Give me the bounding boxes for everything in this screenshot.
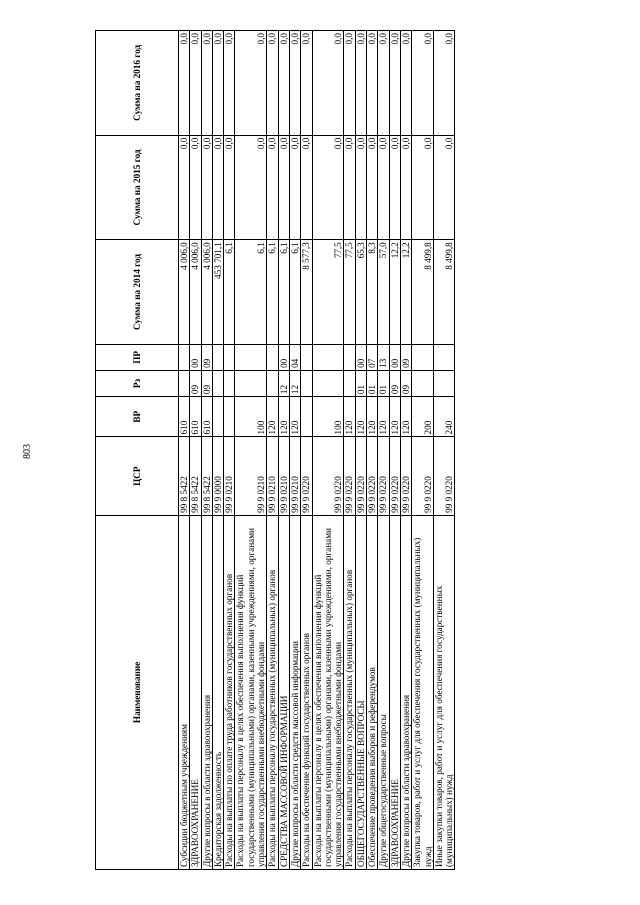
- cell-csr: 99 9 0220: [433, 437, 455, 515]
- cell-sum-2015: 0,0: [278, 135, 289, 240]
- cell-sum-2016: 0,0: [400, 31, 411, 136]
- cell-csr: 99 8 5422: [190, 437, 201, 515]
- cell-vr: 120: [267, 397, 278, 437]
- cell-name: Расходы на выплаты персоналу в целях обеспечения выполнения функций государственными (муниципальными) органами, казенными учреждениями, органами управления государственными внебюджетными фондами: [235, 515, 267, 869]
- table-row: [378, 31, 389, 870]
- cell-pr: [235, 344, 267, 370]
- cell-pr: 09: [400, 344, 411, 370]
- table-row: [355, 31, 366, 870]
- cell-pr: 07: [367, 344, 378, 370]
- cell-sum-2016: 0,0: [412, 31, 434, 136]
- table-row: [212, 31, 223, 870]
- cell-csr: 99 9 0220: [367, 437, 378, 515]
- table-row: [235, 31, 267, 870]
- cell-vr: 100: [235, 397, 267, 437]
- cell-csr: 99 9 0220: [312, 437, 344, 515]
- cell-sum-2015: 0,0: [301, 135, 312, 240]
- table-row: [301, 31, 312, 870]
- cell-sum-2016: 0,0: [278, 31, 289, 136]
- cell-sum-2014: 12,2: [389, 240, 400, 345]
- cell-csr: 99 9 0210: [235, 437, 267, 515]
- cell-rz: 01: [355, 370, 366, 396]
- table-row: [190, 31, 201, 870]
- cell-rz: [212, 370, 223, 396]
- cell-rz: [301, 370, 312, 396]
- cell-name: Другие вопросы в области средств массовой информации: [289, 515, 300, 869]
- cell-sum-2016: 0,0: [355, 31, 366, 136]
- cell-sum-2015: 0,0: [355, 135, 366, 240]
- cell-vr: 120: [278, 397, 289, 437]
- cell-sum-2015: 0,0: [235, 135, 267, 240]
- rotated-table-container: [95, 30, 560, 870]
- cell-name: Обеспечение проведения выборов и референдумов: [367, 515, 378, 869]
- table-row: [389, 31, 400, 870]
- cell-rz: 09: [400, 370, 411, 396]
- header-name: Наименование: [96, 515, 179, 869]
- cell-vr: 610: [201, 397, 212, 437]
- header-rz: Рз: [96, 370, 179, 396]
- cell-sum-2016: 0,0: [378, 31, 389, 136]
- cell-vr: 120: [344, 397, 355, 437]
- cell-vr: 120: [389, 397, 400, 437]
- table-row: [400, 31, 411, 870]
- cell-rz: 09: [389, 370, 400, 396]
- cell-csr: 99 9 0220: [378, 437, 389, 515]
- cell-vr: [301, 397, 312, 437]
- cell-sum-2016: 0,0: [267, 31, 278, 136]
- cell-vr: 120: [378, 397, 389, 437]
- cell-sum-2015: 0,0: [179, 135, 190, 240]
- cell-name: ЗДРАВООХРАНЕНИЕ: [389, 515, 400, 869]
- cell-pr: [312, 344, 344, 370]
- cell-sum-2014: 8 499,8: [433, 240, 455, 345]
- cell-csr: 99 9 0210: [224, 437, 235, 515]
- cell-sum-2016: 0,0: [312, 31, 344, 136]
- cell-sum-2014: 4 006,0: [201, 240, 212, 345]
- table-row: [312, 31, 344, 870]
- cell-sum-2014: 6,1: [267, 240, 278, 345]
- cell-csr: 99 8 5422: [201, 437, 212, 515]
- table-row: [412, 31, 434, 870]
- cell-pr: [212, 344, 223, 370]
- table-row: [179, 31, 190, 870]
- cell-csr: 99 9 0220: [344, 437, 355, 515]
- cell-csr: 99 9 0000: [212, 437, 223, 515]
- cell-sum-2014: 8,3: [367, 240, 378, 345]
- cell-rz: 09: [190, 370, 201, 396]
- cell-rz: 12: [278, 370, 289, 396]
- cell-vr: 200: [412, 397, 434, 437]
- cell-name: ОБЩЕГОСУДАРСТВЕННЫЕ ВОПРОСЫ: [355, 515, 366, 869]
- table-row: [278, 31, 289, 870]
- cell-sum-2016: 0,0: [179, 31, 190, 136]
- cell-rz: [412, 370, 434, 396]
- cell-sum-2016: 0,0: [212, 31, 223, 136]
- cell-sum-2015: 0,0: [267, 135, 278, 240]
- page-number: 803: [22, 444, 33, 459]
- cell-pr: 13: [378, 344, 389, 370]
- cell-sum-2015: 0,0: [312, 135, 344, 240]
- cell-csr: 99 9 0210: [289, 437, 300, 515]
- cell-name: Другие общегосударственные вопросы: [378, 515, 389, 869]
- cell-sum-2016: 0,0: [389, 31, 400, 136]
- cell-sum-2016: 0,0: [301, 31, 312, 136]
- header-vr: ВР: [96, 397, 179, 437]
- cell-sum-2014: 453 701,1: [212, 240, 223, 345]
- cell-sum-2016: 0,0: [344, 31, 355, 136]
- cell-csr: 99 9 0220: [412, 437, 434, 515]
- cell-sum-2014: 8 577,3: [301, 240, 312, 345]
- cell-sum-2016: 0,0: [190, 31, 201, 136]
- table-row: [289, 31, 300, 870]
- cell-rz: 12: [289, 370, 300, 396]
- cell-vr: 240: [433, 397, 455, 437]
- cell-csr: 99 9 0220: [389, 437, 400, 515]
- cell-vr: 120: [367, 397, 378, 437]
- cell-sum-2016: 0,0: [289, 31, 300, 136]
- table-body: [179, 31, 455, 870]
- cell-csr: 99 9 0210: [267, 437, 278, 515]
- cell-csr: 99 9 0220: [301, 437, 312, 515]
- cell-name: Субсидии бюджетным учреждениям: [179, 515, 190, 869]
- cell-name: Расходы на выплаты персоналу государственных (муниципальных) органов: [267, 515, 278, 869]
- cell-pr: [412, 344, 434, 370]
- cell-rz: [433, 370, 455, 396]
- cell-name: Закупка товаров, работ и услуг для обеспечения государственных (муниципальных) нужд: [412, 515, 434, 869]
- cell-sum-2015: 0,0: [201, 135, 212, 240]
- cell-rz: [344, 370, 355, 396]
- cell-name: СРЕДСТВА МАССОВОЙ ИНФОРМАЦИИ: [278, 515, 289, 869]
- header-pr: ПР: [96, 344, 179, 370]
- cell-name: Кредиторская задолженность: [212, 515, 223, 869]
- cell-pr: [301, 344, 312, 370]
- cell-pr: [224, 344, 235, 370]
- cell-sum-2014: 77,5: [344, 240, 355, 345]
- cell-sum-2015: 0,0: [190, 135, 201, 240]
- cell-vr: [212, 397, 223, 437]
- cell-sum-2016: 0,0: [433, 31, 455, 136]
- cell-sum-2015: 0,0: [378, 135, 389, 240]
- cell-name: Расходы на выплаты по оплате труда работников государственных органов: [224, 515, 235, 869]
- cell-csr: 99 8 5422: [179, 437, 190, 515]
- cell-sum-2014: 6,1: [235, 240, 267, 345]
- cell-sum-2014: 77,5: [312, 240, 344, 345]
- cell-sum-2015: 0,0: [344, 135, 355, 240]
- cell-name: Расходы на выплаты персоналу в целях обеспечения выполнения функций государственными (муниципальными) органами, казенными учреждениями, органами управления государственными внебюджетными фондами: [312, 515, 344, 869]
- cell-vr: 120: [355, 397, 366, 437]
- header-sum-2016: Сумма на 2016 год: [96, 31, 179, 136]
- cell-sum-2016: 0,0: [224, 31, 235, 136]
- header-csr: ЦСР: [96, 437, 179, 515]
- cell-csr: 99 9 0210: [278, 437, 289, 515]
- cell-pr: 00: [389, 344, 400, 370]
- cell-vr: 100: [312, 397, 344, 437]
- cell-sum-2014: 4 006,0: [190, 240, 201, 345]
- cell-pr: [433, 344, 455, 370]
- cell-csr: 99 9 0220: [400, 437, 411, 515]
- cell-sum-2014: 6,1: [278, 240, 289, 345]
- table-row: [344, 31, 355, 870]
- cell-sum-2015: 0,0: [433, 135, 455, 240]
- cell-rz: [179, 370, 190, 396]
- cell-sum-2014: 6,1: [224, 240, 235, 345]
- cell-pr: [344, 344, 355, 370]
- cell-sum-2015: 0,0: [367, 135, 378, 240]
- cell-pr: [179, 344, 190, 370]
- cell-rz: 01: [378, 370, 389, 396]
- cell-sum-2016: 0,0: [367, 31, 378, 136]
- cell-vr: 120: [400, 397, 411, 437]
- cell-rz: [267, 370, 278, 396]
- table-row: [201, 31, 212, 870]
- cell-rz: 01: [367, 370, 378, 396]
- cell-sum-2016: 0,0: [201, 31, 212, 136]
- cell-sum-2014: 65,3: [355, 240, 366, 345]
- table-row: [267, 31, 278, 870]
- table-row: [367, 31, 378, 870]
- table-header-row: [96, 31, 179, 870]
- cell-sum-2014: 12,2: [400, 240, 411, 345]
- cell-pr: 04: [289, 344, 300, 370]
- cell-rz: [235, 370, 267, 396]
- cell-pr: 09: [201, 344, 212, 370]
- cell-pr: 00: [355, 344, 366, 370]
- cell-rz: 09: [201, 370, 212, 396]
- cell-sum-2015: 0,0: [389, 135, 400, 240]
- cell-sum-2015: 0,0: [224, 135, 235, 240]
- cell-vr: 120: [289, 397, 300, 437]
- cell-vr: 610: [179, 397, 190, 437]
- budget-table: [95, 30, 455, 870]
- cell-sum-2014: 8 499,8: [412, 240, 434, 345]
- cell-sum-2014: 57,0: [378, 240, 389, 345]
- cell-pr: 00: [278, 344, 289, 370]
- cell-pr: 00: [190, 344, 201, 370]
- table-row: [224, 31, 235, 870]
- cell-rz: [224, 370, 235, 396]
- cell-name: Расходы на выплаты персоналу государственных (муниципальных) органов: [344, 515, 355, 869]
- cell-name: Другие вопросы в области здравоохранения: [400, 515, 411, 869]
- cell-name: Расходы на обеспечение функций государственных органов: [301, 515, 312, 869]
- cell-sum-2014: 6,1: [289, 240, 300, 345]
- cell-csr: 99 9 0220: [355, 437, 366, 515]
- table-row: [433, 31, 455, 870]
- cell-sum-2014: 4 006,0: [179, 240, 190, 345]
- cell-pr: [267, 344, 278, 370]
- cell-sum-2015: 0,0: [412, 135, 434, 240]
- cell-rz: [312, 370, 344, 396]
- cell-name: Другие вопросы в области здравоохранения: [201, 515, 212, 869]
- header-sum-2015: Сумма на 2015 год: [96, 135, 179, 240]
- cell-sum-2015: 0,0: [400, 135, 411, 240]
- cell-name: ЗДРАВООХРАНЕНИЕ: [190, 515, 201, 869]
- cell-vr: [224, 397, 235, 437]
- cell-name: Иные закупки товаров, работ и услуг для обеспечения государственных (муниципальных) нужд: [433, 515, 455, 869]
- cell-sum-2016: 0,0: [235, 31, 267, 136]
- cell-vr: 610: [190, 397, 201, 437]
- header-sum-2014: Сумма на 2014 год: [96, 240, 179, 345]
- cell-sum-2015: 0,0: [212, 135, 223, 240]
- cell-sum-2015: 0,0: [289, 135, 300, 240]
